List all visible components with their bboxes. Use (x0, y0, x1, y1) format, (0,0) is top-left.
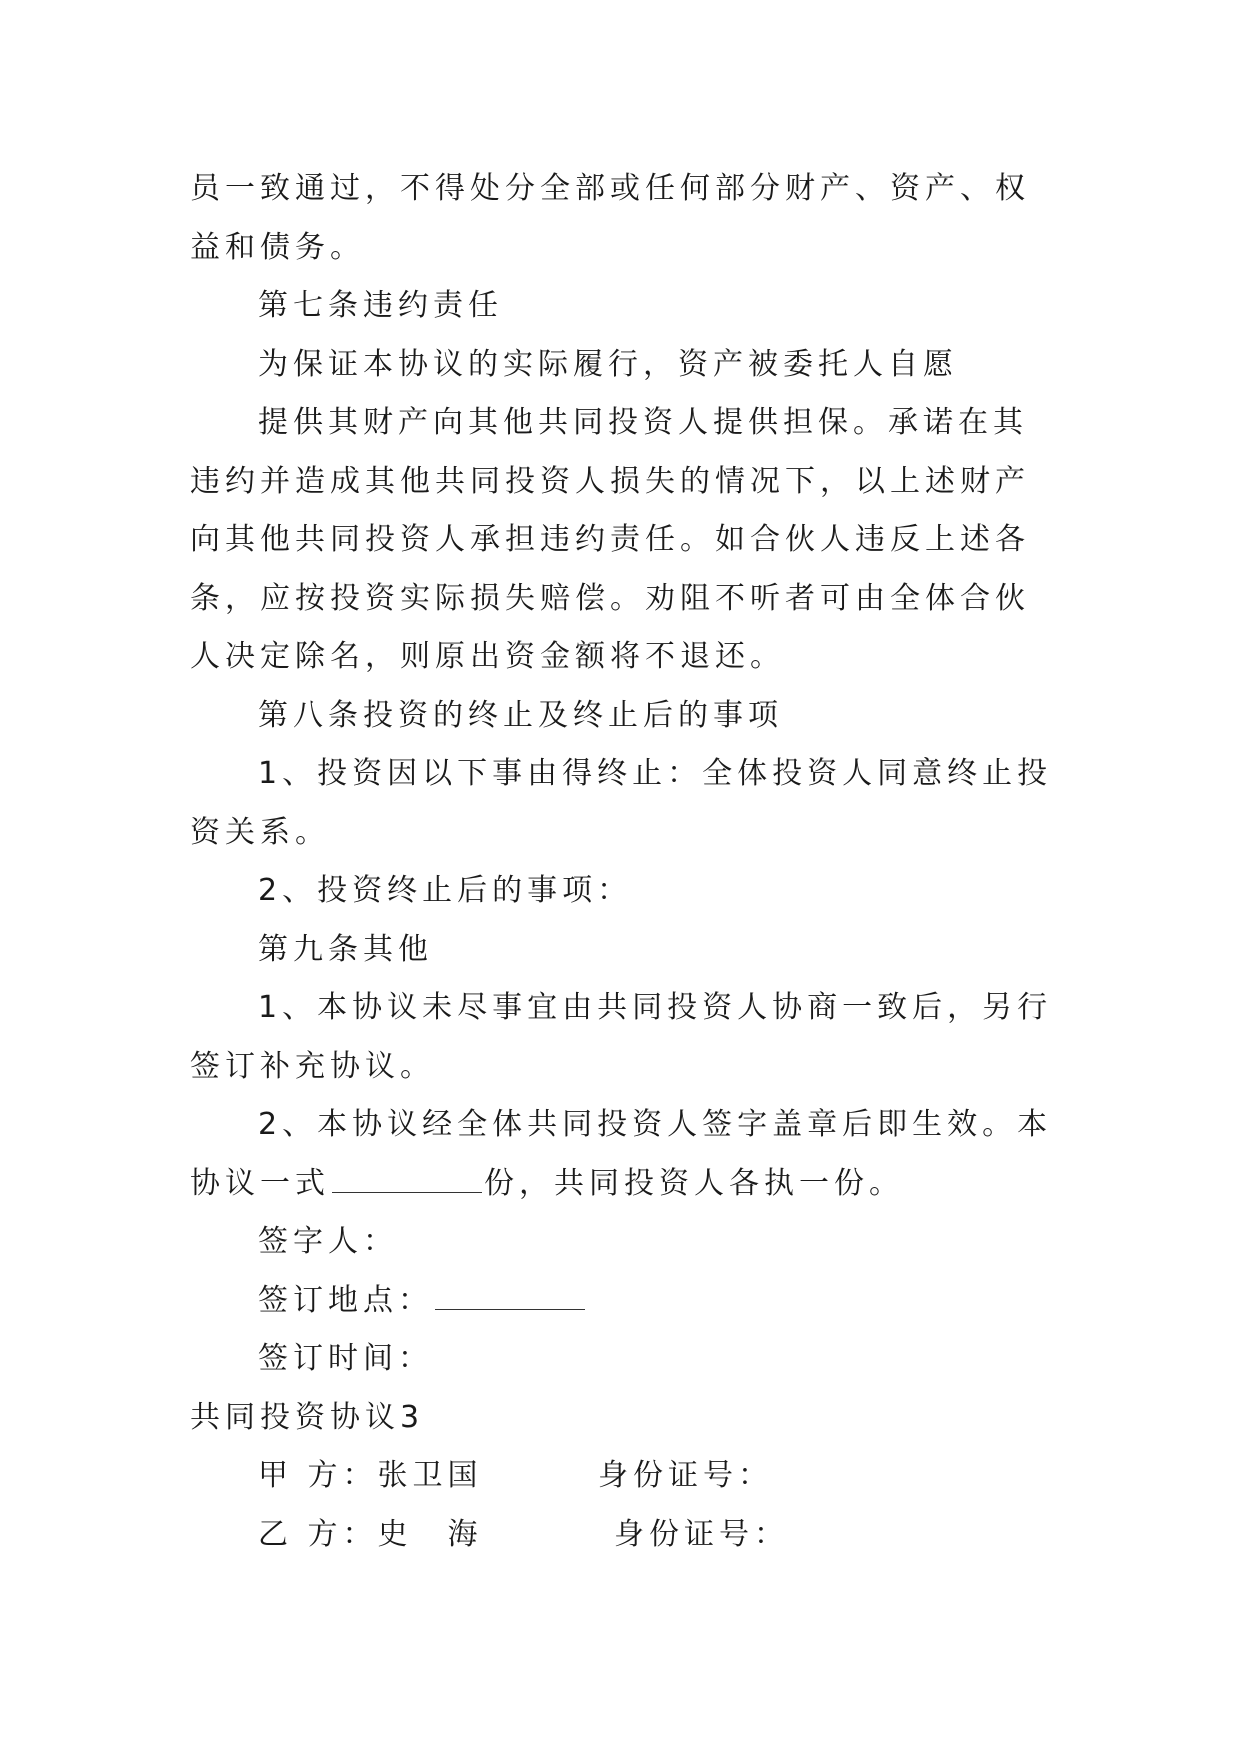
paragraph-guarantee-intro: 为保证本协议的实际履行，资产被委托人自愿 (258, 346, 958, 382)
heading-article-9: 第九条其他 (258, 931, 433, 967)
place-blank-line (435, 1283, 585, 1310)
document-body (190, 160, 1060, 1564)
party-a-row (190, 1447, 1060, 1506)
party-b-name: 乙 方：史 海 (258, 1516, 483, 1552)
heading-article-7: 第七条违约责任 (258, 288, 503, 323)
party-b-id-label: 身份证号： (614, 1516, 789, 1552)
heading-article-8: 第八条投资的终止及终止后的事项 (258, 697, 783, 733)
paragraph-guarantee-terms: 提供其财产向其他共同投资人提供担保。承诺在其违约并造成其他共同投资人损失的情况下，以上述财产向其他共同投资人承担违约责任。如合伙人违反上述各条，应按投资实际损失赔偿。劝阻不听者可由全体合伙人决定除名，则原出资金额将不退还。 (190, 405, 1030, 674)
party-b-row (190, 1506, 1060, 1565)
party-a-name: 甲 方：张卫国 (258, 1458, 483, 1493)
paragraph-after-termination: 2、投资终止后的事项： (258, 873, 633, 908)
place-label: 签订地点： (258, 1282, 433, 1318)
copies-text-after: 份，共同投资人各执一份。 (484, 1165, 904, 1201)
place-line (190, 1272, 1060, 1331)
signer-label: 签字人： (258, 1224, 398, 1259)
time-label: 签订时间： (258, 1341, 433, 1376)
party-a-id-label: 身份证号： (598, 1458, 773, 1493)
section-title: 共同投资协议3 (190, 1399, 425, 1435)
paragraph-supplement: 1、本协议未尽事宜由共同投资人协商一致后，另行签订补充协议。 (190, 990, 1053, 1084)
paragraph-termination-reason: 1、投资因以下事由得终止：全体投资人同意终止投资关系。 (190, 756, 1053, 850)
paragraph-copies (190, 1096, 1060, 1213)
copies-text-before: 2、本协议经全体共同投资人签字盖章后即生效。本协议一式 (190, 1107, 1053, 1201)
paragraph-disposal: 员一致通过，不得处分全部或任何部分财产、资产、权益和债务。 (190, 171, 1030, 265)
copies-blank-line (332, 1166, 482, 1193)
